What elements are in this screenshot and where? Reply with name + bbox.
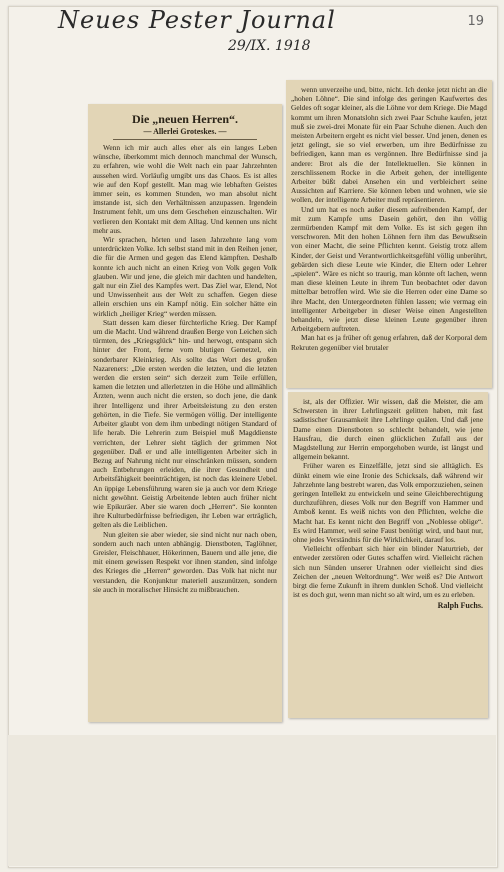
page-lower-margin xyxy=(8,735,496,866)
page-number: 19 xyxy=(467,14,484,29)
column-3-text xyxy=(293,397,483,713)
newspaper-masthead: Neues Pester Journal xyxy=(58,6,336,34)
clipping-column-1 xyxy=(88,104,282,722)
paragraph: wenn unverzeihe und, bitte, nicht. Ich denke jetzt nicht an die „hohen Löhne“. Die sind infolge des geringen Kaufwertes des Geldes oft sogar kleiner, als die Löhne vor dem Kriege. Die Magd kommt um ihren Monatslohn sich zwei Paar Schuhe kaufen, jetzt muß sie zwei-drei Monate für ein Paar Schuhe dienen. Auch den meisten Arbeitern ergeht es nicht viel besser. Und jenen, denen es jetzt gelingt, sie so viel erwerben, um ihre Bedürfnisse zu befriedigen, kann man es vergönnen. Ihre Bedürfnisse sind ja andere: Brot als die der Intellektuellen. Sie können in zerschlissenem Rocke in die Arbeit gehen, der intelligente Arbeiter büßt dabei Ansehen ein und verbleichert seine Aussichten auf Karriere. Sie können leben und wohnen, wie sie wollen, der intelligente Arbeiter muß repräsentieren. xyxy=(291,85,487,205)
paragraph: Statt dessen kam dieser fürchterliche Krieg. Der Kampf um die Macht. Und während draußen Berge von Leichen sich türmten, des „Kriegsglück“ hin- und herwogt, entspann sich hinter der Front, ferne vom blutigen Gemetzel, ein sonderbarer Kleinkrieg. Als sollte das Wort des großen Nazareners: „Die ersten werden die letzten, und die letzten werden die ersten sein“ sich derzeit zum Teile erfüllen, kamen die letzten und allerletzten in die Höhe und allmählich Ärzten, wenn auch nicht die ersten, so doch jene, die dank ihrer Intelligenz und ihrer Arbeitsleistung zu den ersten gehörten, in die Tiefe. Sie vermögen völlig. Der intelligente Arbeiter glaubt von dem ihm unbedingt nötigen Standard of life herab. Die Lehrerin zum Beispiel muß Magddienste verrichten, der Lehrer sieht täglich der grimmen Not gegenüber. Daß er und alle intelligenten Arbeiter sich in Bezug auf Nahrung nicht nur einschränken müssen, sondern auch Entbehrungen erleiden, die ihrer Gesundheit und Arbeitsfähigkeit beeinträchtigen, ist noch das kleinere Uebel. An üppige Lebensführung waren sie ja auch vor dem Kriege nicht gewöhnt. Geistig Arbeitende lebten auch früher nicht wie Epikuräer. Aber sie waren doch „Herren“. Sie konnten ihre Kulturbedürfnisse befriedigen, ihr Leben war erträglich, gelten als die Leiblichen. xyxy=(93,317,277,530)
title-rule xyxy=(113,139,257,140)
paragraph: Wenn ich mir auch alles eher als ein langes Leben wünsche, überkommt mich dennoch manchmal der Wunsch, zu erfahren, wie wohl die Welt nach ein paar Jahrzehnten aussehen wird. Vorläufig umgibt uns das Chaos. Es ist alles wie auf den Kopf gestellt. Man mag wie lebhaften Geistes immer sein, es kommen Stunden, wo man absolut nicht imstande ist, sich den Verhältnissen anzupassen. Irgendein Instrument fehlt, um uns dem Geschehen einzuschalten. Wir verlieren den Kontakt mit dem Alltag. Und kennen uns nicht mehr aus. xyxy=(93,143,277,235)
article-title: Die „neuen Herren“. xyxy=(131,112,239,126)
paragraph: Wir sprachen, hörten und lasen Jahrzehnte lang vom unterdrückten Volke. Ich selbst stand mit in den Reihen jener, die für die Armen und gegen das Elend kämpften. Deshalb konnte ich auch nicht an einen Krieg von Volk gegen Volk glauben. Wir und jene, die gleich mir dachten und handelten, galt nur ein Ziel des Kampfes wert. Das Ziel war, Elend, Not und Unwissenheit aus der Welt zu schaffen. Gegen diese allein erschien uns ein Kampf nötig. Ein solcher hätte ein wirklich „heiliger Krieg“ werden müssen. xyxy=(93,235,277,318)
column-1-text xyxy=(93,109,277,717)
paragraph: Vielleicht offenbart sich hier ein blinder Naturtrieb, der entweder zerstören oder Gutes schaffen wird. Vielleicht rächen sich nun Sünden unserer Urahnen oder vielleicht sind dies Zeichen der „neuen Weltordnung“. Wer weiß es? Die Antwort birgt die ferne Zukunft in ihrem dunklen Schoß. Und vielleicht ist es doch gut, wenn man nicht so alt wird, um es zu erleben. xyxy=(293,544,483,600)
paragraph: Nun gleiten sie aber wieder, sie sind nicht nur nach oben, sondern auch nach unten abhängig. Dienstboten, Taglöhner, Greisler, Fleischhauer, Hökerinnen, Bauern und alle jene, die mit einem gewissen Respekt vor ihnen standen, sind infolge des Krieges die „Herren“ geworden. Das Volk hat nicht nur verstanden, die Konjunktur materiell auszunützen, sondern sie auch in moralischer Hinsicht zu mißbrauchen. xyxy=(93,529,277,594)
paragraph: Man hat es ja früher oft genug erfahren, daß der Korporal dem Rekruten gegenüber viel brutaler xyxy=(291,333,487,352)
handwritten-date: 29/IX. 1918 xyxy=(228,38,311,54)
clipping-column-3 xyxy=(288,392,488,718)
paragraph: ist, als der Offizier. Wir wissen, daß die Meister, die am Schwersten in ihrer Lehrlingszeit gelitten haben, mit fast sadistischer Grausamkeit ihre Lehrlinge quälen. Und daß jene Dame einen Dienstboten so schlecht behandelt, wie jene Hausfrau, die durch einen glücklichen Zufall aus der Magdstellung zur Herrin emporgehoben wurde, ist längst und allgemein bekannt. xyxy=(293,397,483,462)
paragraph: Und um hat es noch außer diesem aufreibenden Kampf, der mit zum Kampfe ums Dasein gehört, den ihn völlig zermürbenden Kampf mit dem Volke. Es ist sich gegen ihn verschworen. Mit den hohen Löhnen fern ihm das Bewußtsein von einer Macht, die seine Pflichten kennt. Geistig trotz allem Kinder, der Geist und Verantwortlichkeitsgefühl völlig unberührt, gebärden sich diese Leute wie Kinder, die Eltern oder Lehrer „spielen“. Wäre es nicht so traurig, man könnte oft lachen, wenn man diese kleinen Leute in ihrem Tun beobachtet oder davon mittelbar betroffen wird. Wie sie die Herren oder eine Dame so ihre Macht, den Untergeordneten fühlen lassen; wie vermag ein intelligenter Arbeitgeber in dieser Weise einen Angestellten behandeln, wie jetzt diese kleinen Leute gegenüber ihren Arbeitgebern auftreten. xyxy=(291,204,487,334)
article-subtitle: — Allerlei Groteskes. — xyxy=(143,127,227,136)
clipping-column-2 xyxy=(286,80,492,388)
column-2-text xyxy=(291,85,487,383)
article-author: Ralph Fuchs. xyxy=(437,601,483,611)
paragraph: Früher waren es Einzelfälle, jetzt sind sie alltäglich. Es dünkt einem wie eine Ironie des Schicksals, daß während wir Jahrzehnte lang bestrebt waren, das Volk emporzuziehen, seinen geringen Intellekt zu entwickeln und seine Gleichberechtigung durchzuführen, dieses Volk nur den Begriff von Hammer und Amboß kennt. Es weiß nichts von den Pflichten, welche die Macht hat. Es kennt nicht den Begriff von „Noblesse oblige“. Es wird Hammer, weil seine Faust benötigt wird, und baut nur, ohne jedes Verständnis für die Wirklichkeit, darauf los. xyxy=(293,461,483,545)
